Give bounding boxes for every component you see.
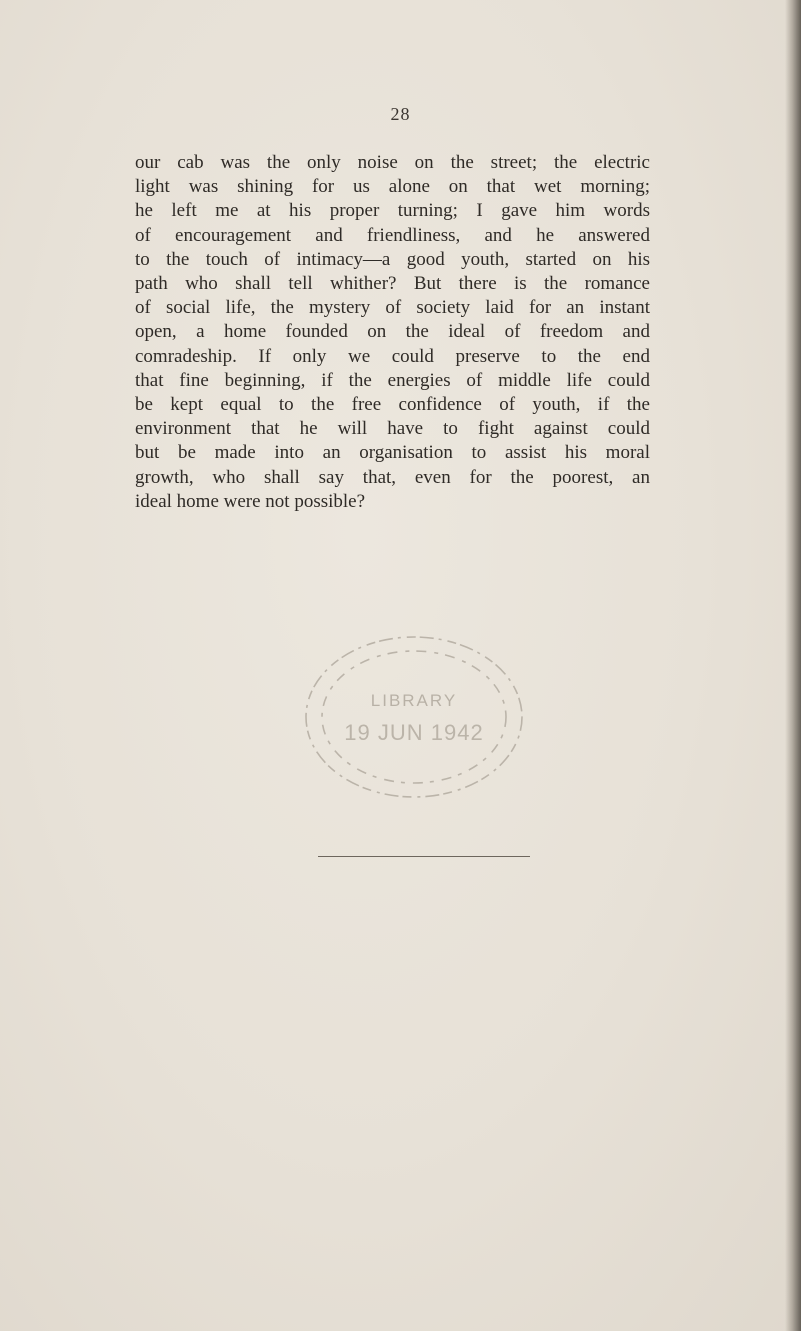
text-line: of social life, the mystery of society laid for an instant [135, 297, 650, 319]
text-line: ideal home were not possible? [135, 490, 366, 512]
text-line: of encouragement and friendliness, and he answered [135, 224, 650, 246]
text-line: he left me at his proper turning; I gave him words [135, 200, 650, 222]
stamp-date-text: 19 JUN 1942 [344, 720, 484, 745]
text-line: growth, who shall say that, even for the poorest, an [135, 466, 650, 488]
stamp-outer-ring [306, 637, 522, 797]
page-edge-shadow [785, 0, 801, 1331]
text-line: our cab was the only noise on the street; the electric [135, 152, 650, 173]
library-stamp [295, 628, 533, 806]
text-line: but be made into an organisation to assist his moral [135, 442, 650, 464]
stamp-library-text: LIBRARY [370, 691, 458, 710]
text-line: be kept equal to the free confidence of youth, if the [135, 394, 650, 416]
text-line: path who shall tell whither? But there is the romance [135, 273, 650, 295]
text-line: open, a home founded on the ideal of freedom and [135, 321, 650, 343]
end-rule [318, 856, 530, 857]
body-paragraph [135, 151, 650, 514]
text-line: that fine beginning, if the energies of middle life could [135, 369, 650, 391]
stamp-inner-ring [322, 651, 506, 783]
page-number: 28 [390, 104, 411, 124]
text-line: light was shining for us alone on that wet morning; [135, 176, 650, 198]
text-line: to the touch of intimacy—a good youth, started on his [135, 248, 650, 270]
text-line: comradeship. If only we could preserve to the end [135, 345, 650, 367]
text-line: environment that he will have to fight against could [135, 418, 650, 440]
